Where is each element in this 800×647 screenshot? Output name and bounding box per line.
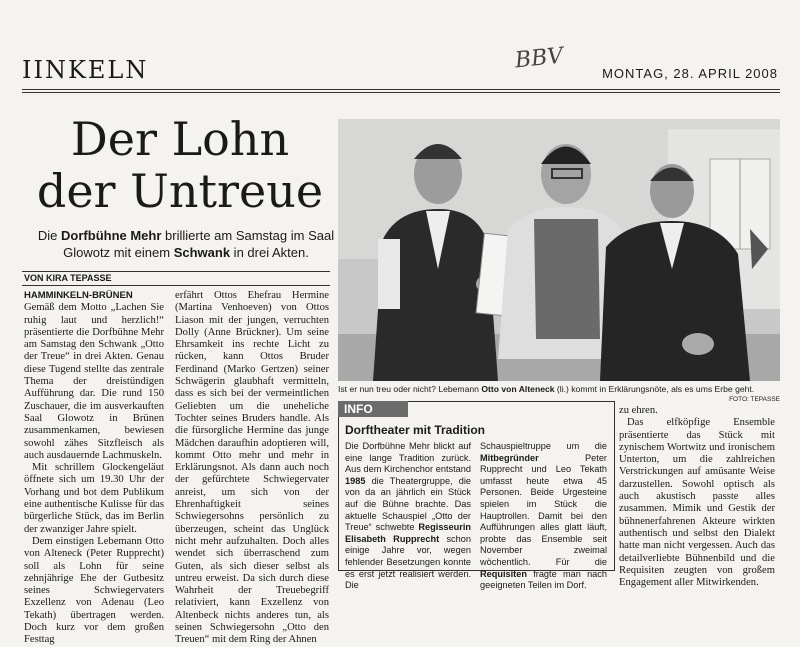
article-column-3 [619, 405, 775, 589]
stage-photo-image [338, 119, 780, 381]
header-rule-thin [22, 92, 780, 93]
article-column-2 [175, 290, 329, 647]
byline-rule [22, 271, 330, 272]
sub-bold: Schwank [173, 245, 231, 260]
info-bold: Mitbegründer [480, 452, 539, 463]
paragraph: zu ehren. [619, 405, 658, 416]
paragraph: Das elfköpfige Ensemble präsentierte das Stück mit zynischem Wortwitz und ironischem Unterton, um die zahlreichen Verstrickungen auf amüsante Weise darzustellen. Sowohl optisch als auch akustisch passte alles zusammen. Mimik und Gestik der bühnenerfahrenen Akteure wirkten authentisch und selbst den Dialekt hatte man nicht vergessen. Auch das detailverliebte Bühnenbild und die Requisiten zeugten von großem Engagement aller Mitwirkenden. [619, 417, 775, 589]
sub-bold: Dorfbühne Mehr [61, 228, 162, 243]
info-text: die Theatergruppe, die von da an jährlich ein Stück auf die Bühne brachte. Das aktuelle Schauspiel „Otto der Treue“ schwebte [345, 475, 471, 533]
byline: VON KIRA TEPASSE [24, 273, 112, 283]
headline [30, 113, 330, 217]
headline-line-1: Der Lohn [70, 112, 290, 166]
info-bold: 1985 [345, 475, 366, 486]
info-text: fragte man nach geeigneten Teilen im Dorf. [480, 568, 607, 591]
sub-text: brillierte am Samstag im Saal Glowotz mit einem [63, 228, 335, 260]
info-column-1 [345, 441, 471, 592]
headline-line-2: der Untreue [36, 164, 324, 218]
info-text: Peter Rupprecht und Leo Tekath umfasst heute etwa 45 Personen. Beide Urgesteine spielen im Stück die Hauptrollen. Damit bei den Aufführungen alles glatt läuft, probte das Ensemble seit November zweimal wöchentlich. Für die [480, 452, 607, 567]
paragraph: erfährt Ottos Ehefrau Hermine (Martina Venhoeven) von Ottos Liason mit der jungen, verruchten Dolly (Anne Brückner). Um seine Ehrsamkeit ins rechte Licht zu rücken, kann Ottos Bruder Ferdinand (Marko Gertzen) seiner Schwägerin glaubhaft vermitteln, dass es sich bei der vermeintlichen Geliebten um die uneheliche Tochter seines Bruders handle. Als die fürsorgliche Hermine das junge Mädchen daraufhin adoptieren will, kommt Otto mehr und mehr in Erklärungsnot. Als dann auch noch der gefürchtete Schwiegervater anreist, um sich von der Ehrenhaftigkeit seines Schwiegersohns persönlich zu überzeugen, scheint das Unglück nicht mehr aufzuhalten. Doch alles wendet sich überraschend zum Guten, als sich dieser selbst als untreu erweist. Da sich durch diese Wahrheit der Treuebegriff relativiert, kann Exzellenz von Altenbeck nichts anderes tun, als seinen Schwiegersohn „Otto den Treuen“ mit dem Ring der Ahnen [175, 290, 329, 646]
info-bold: Regisseurin Elisabeth Rupprecht [345, 522, 471, 544]
info-text: schon einige Jahre vor, wegen fehlender Besetzungen konnte es erst jetzt realisiert werden. Die [345, 533, 471, 591]
info-label: INFO [338, 401, 408, 417]
caption-text: Ist er nun treu oder nicht? Lebemann [338, 384, 482, 394]
caption-text: (li.) kommt in Erklärungsnöte, als es ums Erbe geht. [554, 384, 755, 394]
photo-credit: FOTO: TEPASSE [729, 396, 780, 403]
header-rule [22, 89, 780, 90]
stage-photo [338, 119, 780, 381]
info-bold: Requisiten [480, 568, 527, 579]
paragraph: Dem einstigen Lebemann Otto von Alteneck (Peter Rupprecht) soll als Lohn für seine zehnjährige Ehe der Gutbesitz seines Schwiegervaters Exzellenz von Adenau (Leo Tekath) übertragen werden. Doch kurz vor dem großen Festtag [24, 535, 164, 646]
article-column-1 [24, 290, 164, 647]
sub-text: Die [37, 228, 62, 243]
paragraph: Gemäß dem Motto „Lachen Sie ruhig laut und herzlich!“ präsentierte die Dorfbühne Mehr am Samstag den Schwank „Otto der Treue“ in drei Akten. Genau diese Tugend stellte das zentrale Thema der dreistündigen Aufführung dar. Die rund 150 Zuschauer, die im ausverkauften Saal Glowotz in Brünen zusammenkamen, bewiesen sowohl zähes Sitzfleisch als auch ausdauernde Lachmuskeln. [24, 302, 164, 461]
issue-date: MONTAG, 28. APRIL 2008 [602, 66, 778, 81]
info-text: Die Dorfbühne Mehr blickt auf eine lange Tradition zurück. Aus dem Kirchenchor entstand [345, 441, 471, 475]
handwritten-note: BBV [513, 43, 565, 74]
info-text: Schauspieltruppe um die [480, 441, 607, 451]
byline-rule-bottom [22, 285, 330, 286]
dateline: HAMMINKELN-BRÜNEN [24, 290, 133, 301]
paragraph: Mit schrillem Glockengeläut öffnete sich um 19.30 Uhr der Vorhang und bot dem Publikum eine authentische Kulisse für das bürgerliche Stück, das im Berlin der zwanziger Jahre spielt. [24, 462, 164, 535]
caption-bold: Otto von Alteneck [481, 384, 555, 394]
section-title: IINKELN [22, 56, 149, 84]
info-title: Dorftheater mit Tradition [345, 423, 486, 437]
info-column-2 [480, 441, 607, 592]
sub-text: in drei Akten. [230, 245, 309, 260]
subheadline [36, 227, 336, 261]
